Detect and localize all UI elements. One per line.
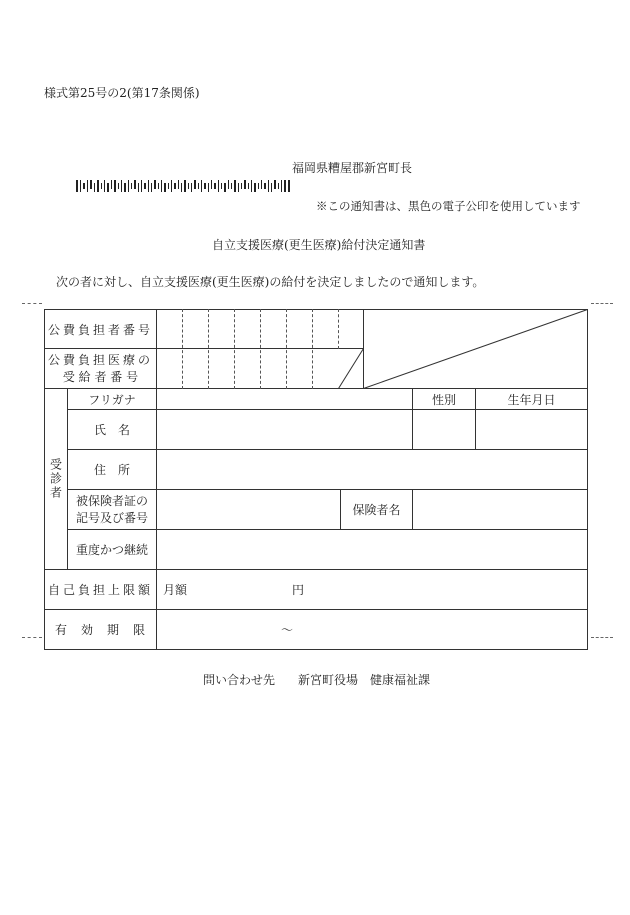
- copay-limit-label: 自己負担上限額: [47, 583, 153, 597]
- document-title: 自立支援医療(更生医療)給付決定通知書: [212, 238, 426, 252]
- issuer-name: 福岡県糟屋郡新宮町長: [292, 161, 413, 175]
- address-label: 住 所: [93, 463, 130, 477]
- insurance-card-label: [68, 490, 156, 529]
- payer-number-label: 公費負担者番号: [47, 322, 153, 337]
- contact-label: 問い合わせ先: [203, 673, 276, 687]
- severe-continuous-label: 重度かつ継続: [75, 543, 148, 557]
- birthdate-label: 生年月日: [507, 392, 556, 407]
- fold-mark-bottom-right: [591, 637, 613, 638]
- furigana-label: フリガナ: [88, 392, 136, 407]
- recipient-number-label-line2: 受 給 者 番 号: [62, 369, 139, 384]
- contact-office: 新宮町役場 健康福祉課: [298, 673, 431, 687]
- recipient-number-label-line1: 公費負担医療の: [47, 352, 153, 367]
- validity-label: 有 効 期 限: [54, 623, 146, 637]
- name-label: 氏 名: [93, 423, 130, 437]
- barcode-graphic: [76, 180, 290, 192]
- intro-text: 次の者に対し、自立支援医療(更生医療)の給付を決定しましたので通知します。: [56, 275, 485, 289]
- recipient-number-label: [45, 349, 156, 388]
- insurance-card-label-line2: 記号及び番号: [75, 510, 148, 525]
- sex-label: 性別: [431, 392, 456, 407]
- insurer-name-label: 保険者名: [352, 503, 401, 517]
- validity-separator: ～: [281, 623, 294, 637]
- monthly-label: 月額: [163, 583, 188, 597]
- fold-mark-top-right: [591, 303, 613, 304]
- form-number: 様式第25号の2(第17条関係): [44, 86, 200, 100]
- patient-group-label: 受診者: [48, 458, 63, 500]
- fold-mark-bottom-left: [22, 637, 42, 638]
- seal-note: ※この通知書は、黒色の電子公印を使用しています: [316, 199, 581, 213]
- fold-mark-top-left: [22, 303, 42, 304]
- insurance-card-label-line1: 被保険者証の: [75, 493, 148, 508]
- yen-label: 円: [292, 583, 305, 597]
